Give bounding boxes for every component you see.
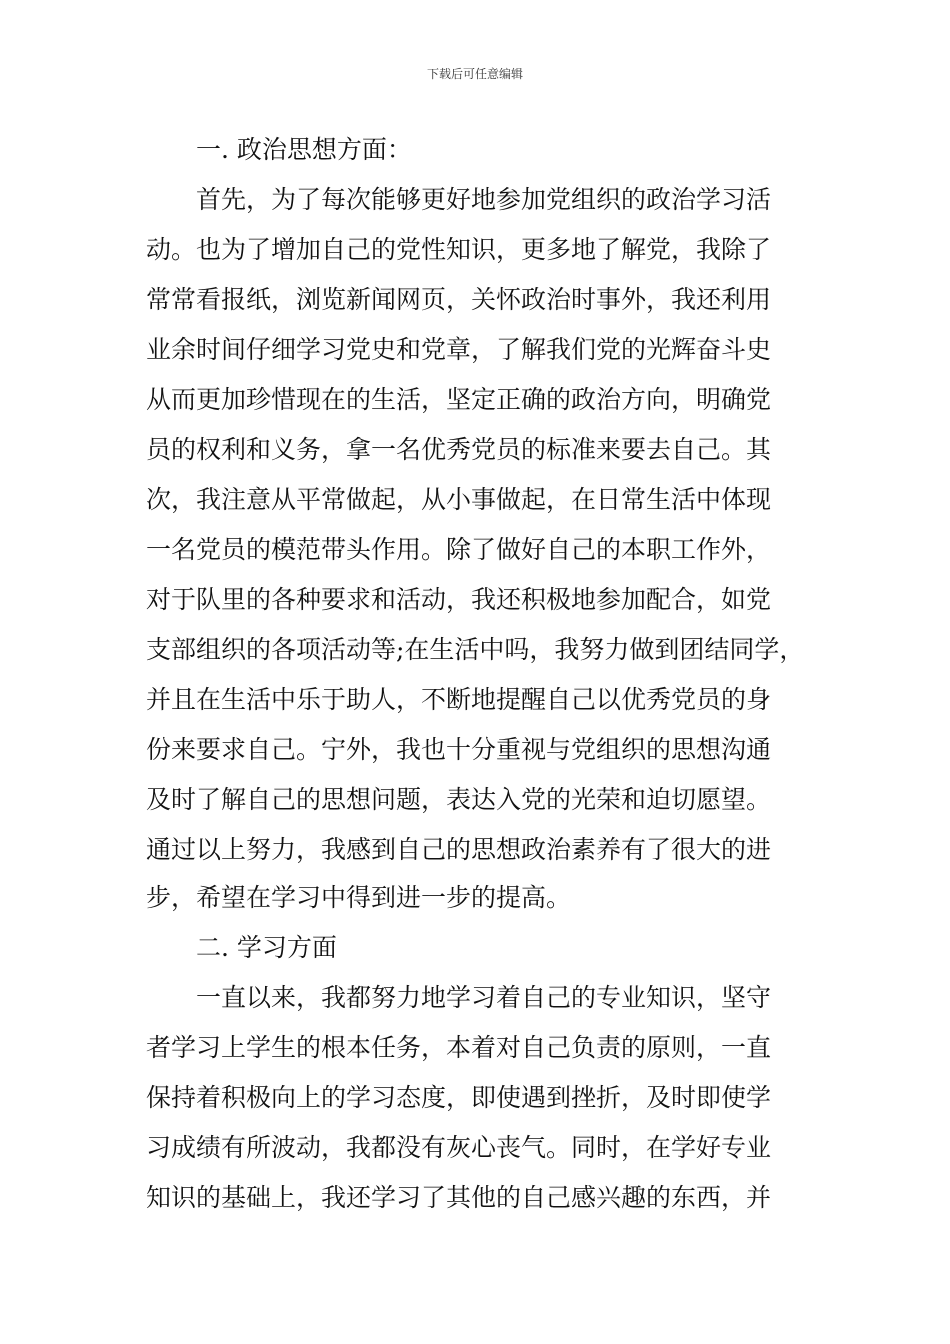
page-header: 下载后可任意编辑 [426, 67, 523, 81]
paragraph-line: 保持着积极向上的学习态度，即使遇到挫折，及时即使学 [146, 1083, 772, 1112]
paragraph-line: 员的权利和义务，拿一名优秀党员的标准来要去自己。其 [146, 435, 772, 464]
paragraph-line: 及时了解自己的思想问题，表达入党的光荣和迫切愿望。 [146, 785, 772, 814]
paragraph-line: 一名党员的模范带头作用。除了做好自己的本职工作外， [146, 535, 772, 564]
paragraph-line: 通过以上努力，我感到自己的思想政治素养有了很大的进 [146, 835, 772, 864]
paragraph-line: 者学习上学生的根本任务，本着对自己负责的原则，一直 [146, 1033, 772, 1062]
paragraph-line: 首先，为了每次能够更好地参加党组织的政治学习活 [196, 185, 772, 214]
paragraph-line: 动。也为了增加自己的党性知识，更多地了解党，我除了 [146, 235, 772, 264]
paragraph-line: 常常看报纸，浏览新闻网页，关怀政治时事外，我还利用 [146, 285, 772, 314]
paragraph-line: 从而更加珍惜现在的生活，坚定正确的政治方向，明确党 [146, 385, 772, 414]
section-heading-study: 二. 学习方面 [196, 933, 337, 962]
paragraph-line: 次，我注意从平常做起，从小事做起，在日常生活中体现 [146, 485, 772, 514]
paragraph-line: 一直以来，我都努力地学习着自己的专业知识，坚守 [196, 983, 772, 1012]
paragraph-line: 业余时间仔细学习党史和党章，了解我们党的光辉奋斗史 [146, 335, 772, 364]
paragraph-line: 对于队里的各种要求和活动，我还积极地参加配合，如党 [146, 585, 772, 614]
paragraph-line: 并且在生活中乐于助人，不断地提醒自己以优秀党员的身 [146, 685, 772, 714]
paragraph-line: 步，希望在学习中得到进一步的提高。 [146, 883, 572, 912]
paragraph-line: 习成绩有所波动，我都没有灰心丧气。同时，在学好专业 [146, 1133, 772, 1162]
paragraph-line: 支部组织的各项活动等;在生活中吗，我努力做到团结同学， [146, 635, 805, 664]
section-heading-political: 一. 政治思想方面： [196, 135, 412, 164]
paragraph-line: 份来要求自己。宁外，我也十分重视与党组织的思想沟通 [146, 735, 772, 764]
paragraph-line: 知识的基础上，我还学习了其他的自己感兴趣的东西，并 [146, 1183, 772, 1212]
